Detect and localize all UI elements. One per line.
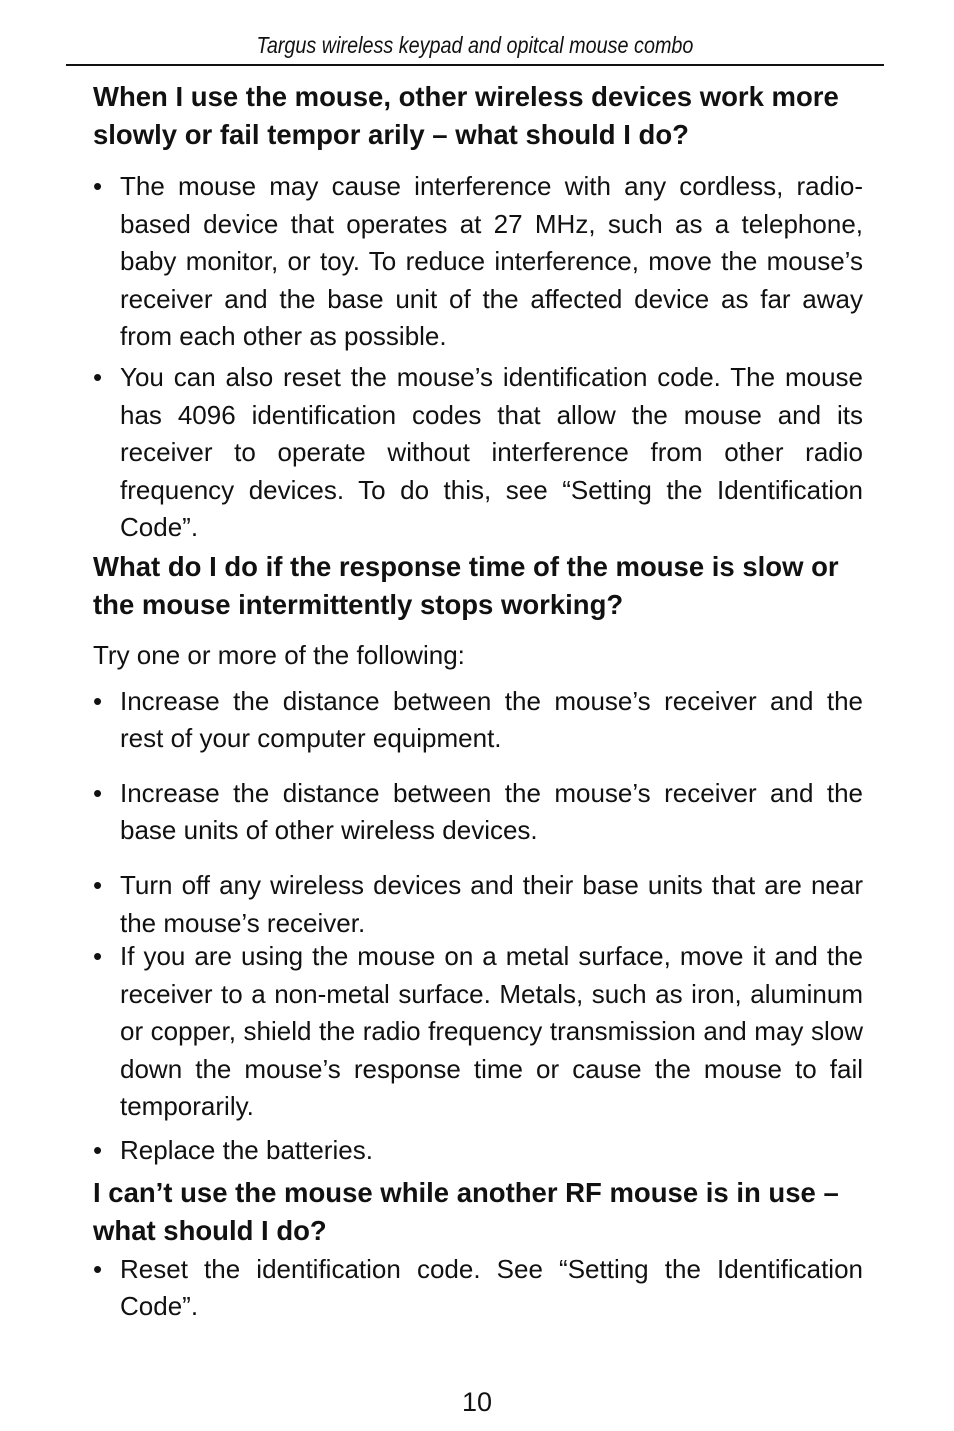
section-heading: When I use the mouse, other wireless devices work more slowly or fail tempor arily – what should I do? — [93, 81, 839, 150]
bullet-icon: • — [93, 777, 103, 808]
section-heading: What do I do if the response time of the mouse is slow or the mouse intermittently stops working? — [93, 550, 839, 620]
bullet-icon: • — [93, 685, 103, 716]
list-item-text: You can also reset the mouse’s identification code. The mouse has 4096 identification codes that allow the mouse and its receiver to operate without interference from other radio frequency devices. To do this, see “Setting the Identification Code”. — [120, 361, 863, 543]
section-intro: Try one or more of the following: — [93, 639, 465, 670]
list-item-text: If you are using the mouse on a metal surface, move it and the receiver to a non-metal surface. Metals, such as iron, aluminum or copper, shield the radio frequency transmission and may slow down the mouse’s response time or cause the mouse to fail temporarily. — [120, 941, 863, 1122]
bullet-icon: • — [93, 941, 103, 972]
list-item — [93, 683, 863, 758]
faq-section-interference — [93, 78, 863, 547]
bullet-list — [93, 683, 863, 1170]
bullet-list — [93, 168, 863, 547]
bullet-icon: • — [93, 1253, 103, 1284]
running-header — [66, 28, 884, 66]
bullet-icon: • — [93, 171, 103, 201]
bullet-list — [93, 1251, 863, 1326]
section-heading: I can’t use the mouse while another RF mouse is in use – what should I do? — [93, 1176, 839, 1246]
page-content — [93, 78, 863, 1326]
list-item-text: The mouse may cause interference with any cordless, radio-based device that operates at 27 MHz, such as a telephone, baby monitor, or toy. To reduce interference, move the mouse’s receiver and the base unit of the affected device as far away from each other as possible. — [120, 171, 863, 352]
running-header-title: Targus wireless keypad and opitcal mouse combo — [256, 32, 694, 58]
list-item — [93, 1251, 863, 1326]
list-item-text: Reset the identification code. See “Setting the Identification Code”. — [120, 1253, 863, 1322]
list-item — [93, 359, 863, 547]
list-item-text: Increase the distance between the mouse’s receiver and the base units of other wireless devices. — [120, 777, 863, 846]
bullet-icon: • — [93, 361, 103, 392]
page-number: 10 — [461, 1387, 493, 1417]
faq-section-response-time — [93, 548, 863, 1170]
list-item-text: Replace the batteries. — [120, 1135, 373, 1166]
list-item — [93, 775, 863, 850]
list-item — [93, 938, 863, 1126]
faq-section-rf-mouse — [93, 1174, 863, 1326]
list-item — [93, 168, 863, 356]
bullet-icon: • — [93, 1135, 103, 1166]
list-item — [93, 867, 863, 942]
list-item-text: Turn off any wireless devices and their base units that are near the mouse’s receiver. — [120, 869, 863, 938]
list-item — [93, 1132, 863, 1170]
list-item-text: Increase the distance between the mouse’s receiver and the rest of your computer equipment. — [120, 685, 863, 754]
bullet-icon: • — [93, 869, 103, 900]
